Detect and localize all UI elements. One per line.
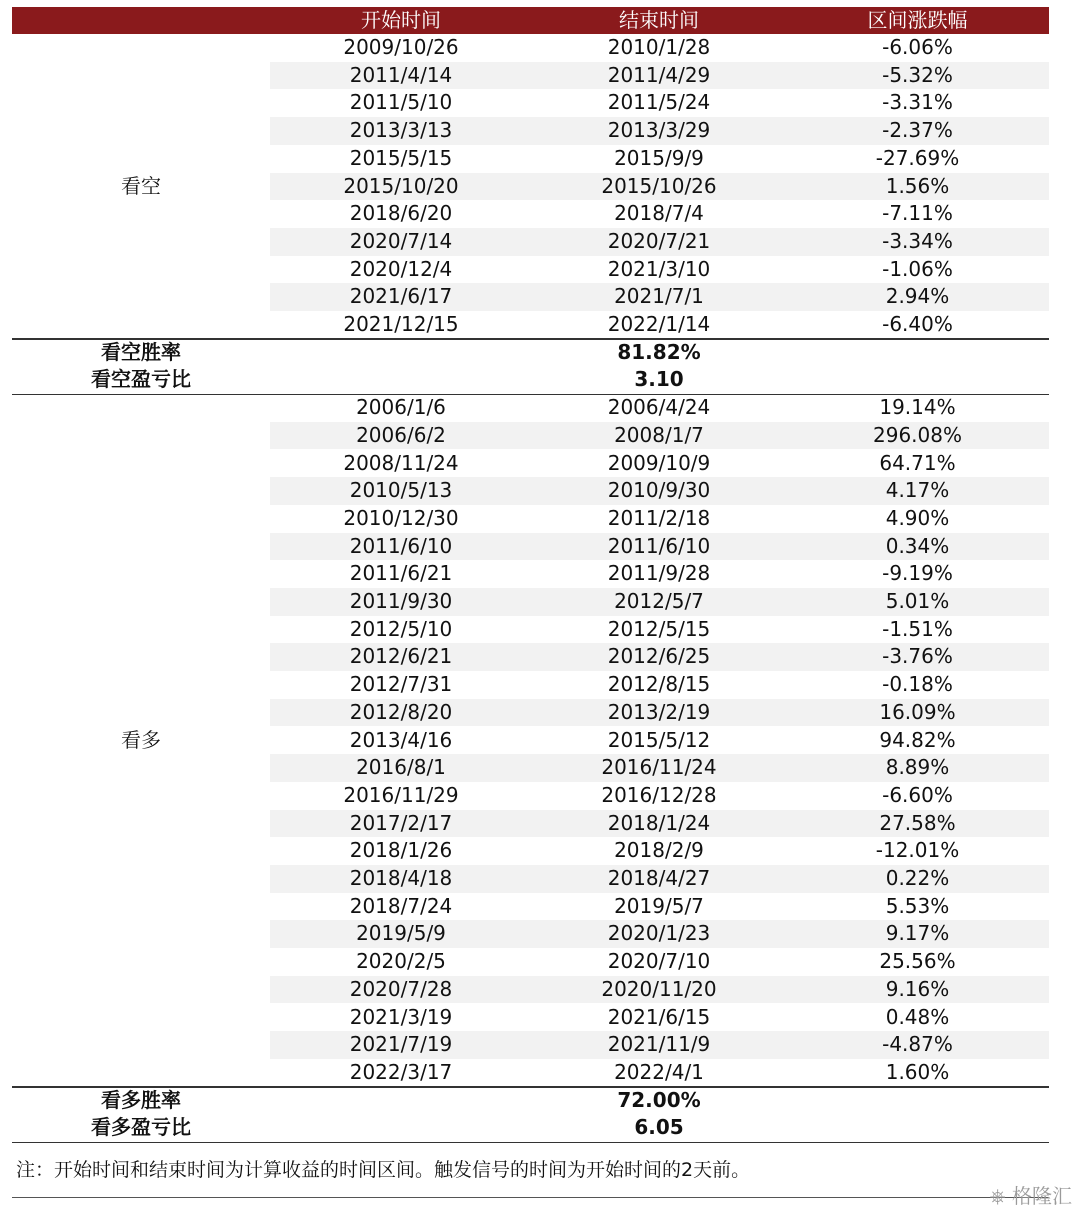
summary-row [12,339,1049,367]
start-time-cell: 2021/7/19 [349,1032,453,1057]
end-time-cell: 2006/4/24 [607,395,711,420]
range-change-cell: -9.19% [882,561,953,586]
table-row [12,810,1049,838]
table-row [12,62,1049,90]
range-change-cell: 19.14% [879,395,956,420]
range-change-cell: 64.71% [879,450,956,475]
start-time-cell: 2017/2/17 [349,810,453,835]
range-change-cell: -5.32% [882,62,953,87]
start-time-cell: 2013/4/16 [349,727,453,752]
range-change-cell: 9.16% [885,976,950,1001]
start-time-cell: 2012/5/10 [349,616,453,641]
start-time-cell: 2015/10/20 [343,173,459,198]
end-time-cell: 2020/11/20 [601,976,717,1001]
range-change-cell: 0.34% [885,533,950,558]
end-time-cell: 2018/2/9 [614,838,704,863]
end-time-cell: 2012/5/7 [614,589,704,613]
table-row [12,643,1049,671]
range-change-cell: 0.48% [885,1004,950,1029]
start-time-cell: 2011/5/10 [349,90,453,115]
end-time-cell: 2022/4/1 [614,1059,704,1084]
start-time-cell: 2021/12/15 [343,312,459,336]
summary-row [12,1114,1049,1142]
start-time-cell: 2012/7/31 [349,672,453,697]
group-label: 看多 [121,728,161,753]
table-row [12,1059,1049,1087]
end-time-cell: 2020/1/23 [607,921,711,946]
logo-icon: ⎈ [989,1184,1006,1208]
end-time-cell: 2012/6/25 [607,644,711,669]
end-time-cell: 2008/1/7 [614,422,704,447]
range-change-cell: -1.51% [882,616,953,641]
start-time-cell: 2022/3/17 [349,1059,453,1084]
start-time-cell: 2011/4/14 [349,62,453,87]
start-time-cell: 2011/6/10 [349,533,453,558]
table-row [12,450,1049,478]
watermark-logo [990,1180,1072,1209]
start-time-cell: 2020/2/5 [356,949,446,974]
table-row [12,394,1049,422]
summary-label: 看空胜率 [101,339,181,364]
end-time-cell: 2020/7/10 [607,949,711,974]
start-time-cell: 2006/1/6 [356,395,446,420]
end-time-cell: 2012/8/15 [607,672,711,697]
range-change-cell: 5.53% [885,893,950,918]
end-time-cell: 2013/3/29 [607,118,711,143]
end-time-cell: 2015/9/9 [614,145,704,170]
table-row [12,1031,1049,1059]
table-row [12,533,1049,561]
range-change-cell: 8.89% [885,755,950,780]
end-time-cell: 2011/5/24 [607,90,711,115]
summary-row [12,366,1049,394]
end-time-cell: 2013/2/19 [607,699,711,724]
end-time-cell: 2011/2/18 [607,505,711,530]
start-time-cell: 2012/6/21 [349,644,453,669]
table-row [12,34,1049,62]
table-row [12,754,1049,782]
end-time-cell: 2022/1/14 [607,312,711,336]
table-row [12,588,1049,616]
end-time-cell: 2010/9/30 [607,478,711,503]
table-row [12,671,1049,699]
range-change-cell: 5.01% [885,589,950,613]
range-change-cell: 4.90% [885,505,950,530]
range-change-cell: 1.60% [885,1059,950,1084]
group-label: 看空 [121,174,161,199]
summary-value: 3.10 [634,367,684,392]
range-change-cell: -3.31% [882,90,953,115]
start-time-cell: 2011/9/30 [349,589,453,613]
header-end-time: 结束时间 [619,8,699,32]
end-time-cell: 2011/6/10 [607,533,711,558]
start-time-cell: 2010/5/13 [349,478,453,503]
table-row [12,948,1049,976]
start-time-cell: 2013/3/13 [349,118,453,143]
start-time-cell: 2018/6/20 [349,201,453,226]
range-change-cell: -3.34% [882,228,953,253]
table-header [12,7,1049,34]
end-time-cell: 2021/6/15 [607,1004,711,1029]
range-change-cell: 296.08% [873,422,962,447]
range-change-cell: 0.22% [885,866,950,890]
end-time-cell: 2011/9/28 [607,561,711,586]
range-change-cell: 16.09% [879,699,956,724]
table-row [12,117,1049,145]
range-change-cell: 1.56% [885,173,950,198]
table-row [12,699,1049,727]
start-time-cell: 2018/1/26 [349,838,453,863]
range-change-cell: -27.69% [875,145,960,170]
table-row [12,616,1049,644]
start-time-cell: 2018/4/18 [349,866,453,890]
range-change-cell: -7.11% [882,201,953,226]
table-row [12,311,1049,339]
start-time-cell: 2010/12/30 [343,505,459,530]
range-change-cell: 27.58% [879,810,956,835]
table-row [12,228,1049,256]
start-time-cell: 2011/6/21 [349,561,453,586]
range-change-cell: -12.01% [875,838,960,863]
table-row [12,283,1049,311]
table-row [12,782,1049,810]
start-time-cell: 2018/7/24 [349,893,453,918]
range-change-cell: -2.37% [882,118,953,143]
table-row [12,477,1049,505]
table-row [12,837,1049,865]
end-time-cell: 2020/7/21 [607,228,711,253]
start-time-cell: 2021/6/17 [349,284,453,309]
table-row [12,422,1049,450]
end-time-cell: 2021/3/10 [607,256,711,281]
range-change-cell: -4.87% [882,1032,953,1057]
end-time-cell: 2011/4/29 [607,62,711,87]
start-time-cell: 2016/8/1 [356,755,446,780]
end-time-cell: 2016/11/24 [601,755,717,780]
summary-value: 81.82% [617,339,701,364]
start-time-cell: 2020/7/28 [349,976,453,1001]
start-time-cell: 2008/11/24 [343,450,459,475]
summary-label: 看多盈亏比 [91,1115,191,1140]
start-time-cell: 2016/11/29 [343,782,459,807]
range-change-cell: -6.40% [882,312,953,336]
start-time-cell: 2006/6/2 [356,422,446,447]
end-time-cell: 2015/10/26 [601,173,717,198]
summary-value: 72.00% [617,1087,701,1112]
logo-text: 格隆汇 [1012,1184,1072,1208]
start-time-cell: 2021/3/19 [349,1004,453,1029]
range-change-cell: 9.17% [885,921,950,946]
end-time-cell: 2021/11/9 [607,1032,711,1057]
range-change-cell: -0.18% [882,672,953,697]
end-time-cell: 2021/7/1 [614,284,704,309]
summary-divider [12,1142,1049,1144]
range-change-cell: 4.17% [885,478,950,503]
summary-value: 6.05 [634,1115,684,1140]
table-row [12,976,1049,1004]
start-time-cell: 2019/5/9 [356,921,446,946]
table-row [12,89,1049,117]
table-row [12,560,1049,588]
end-time-cell: 2009/10/9 [607,450,711,475]
end-time-cell: 2018/7/4 [614,201,704,226]
range-change-cell: 25.56% [879,949,956,974]
start-time-cell: 2012/8/20 [349,699,453,724]
start-time-cell: 2009/10/26 [343,35,459,59]
table-row [12,200,1049,228]
end-time-cell: 2019/5/7 [614,893,704,918]
start-time-cell: 2020/12/4 [349,256,453,281]
range-change-cell: -6.60% [882,782,953,807]
summary-label: 看空盈亏比 [91,367,191,392]
summary-row [12,1087,1049,1115]
table-row [12,865,1049,893]
range-change-cell: 2.94% [885,284,950,309]
range-change-cell: -6.06% [882,35,953,59]
end-time-cell: 2018/4/27 [607,866,711,890]
range-change-cell: 94.82% [879,727,956,752]
end-time-cell: 2012/5/15 [607,616,711,641]
table-row [12,145,1049,173]
range-change-cell: -3.76% [882,644,953,669]
table-row [12,920,1049,948]
header-range-change: 区间涨跌幅 [867,8,968,32]
table-row [12,893,1049,921]
range-change-cell: -1.06% [882,256,953,281]
table-row [12,1004,1049,1032]
summary-label: 看多胜率 [101,1087,181,1112]
table-row [12,256,1049,284]
end-time-cell: 2018/1/24 [607,810,711,835]
end-time-cell: 2010/1/28 [607,35,711,59]
end-time-cell: 2015/5/12 [607,727,711,752]
footnote: 注：开始时间和结束时间为计算收益的时间区间。触发信号的时间为开始时间的2天前。 [16,1159,751,1181]
end-time-cell: 2016/12/28 [601,782,717,807]
header-start-time: 开始时间 [361,8,441,32]
start-time-cell: 2015/5/15 [349,145,453,170]
table-row [12,505,1049,533]
footer-divider [12,1197,1049,1198]
start-time-cell: 2020/7/14 [349,228,453,253]
